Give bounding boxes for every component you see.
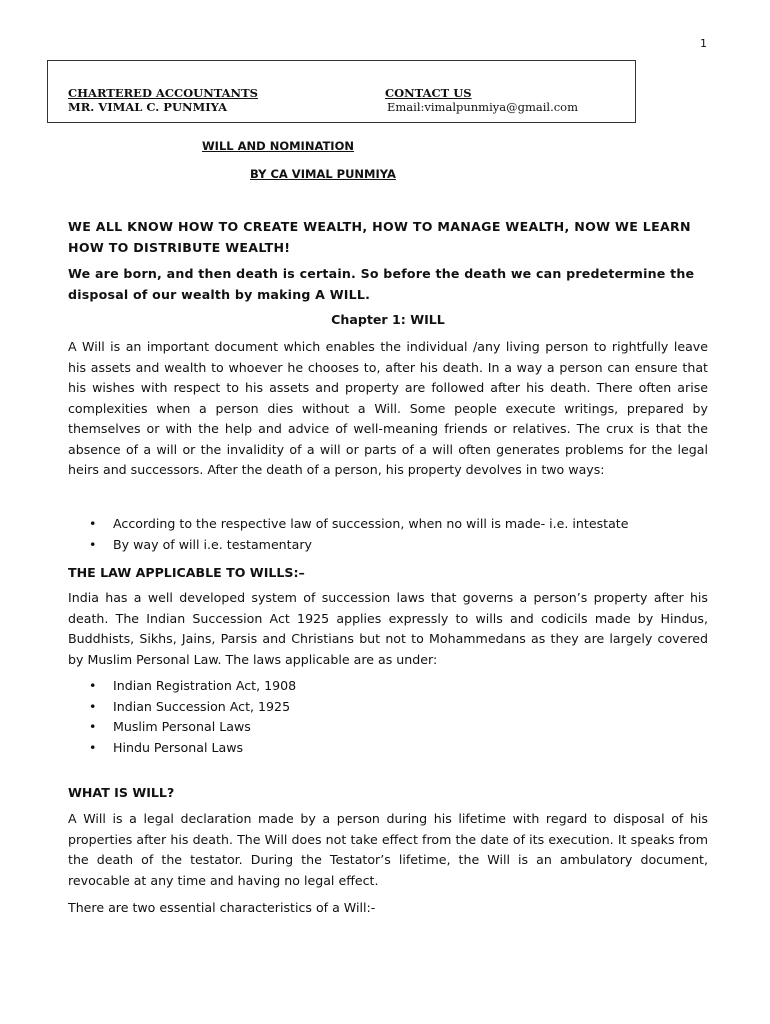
firm-person: MR. VIMAL C. PUNMIYA <box>68 100 227 114</box>
will-heading: WHAT IS WILL? <box>68 785 175 800</box>
header-contact <box>385 86 578 114</box>
bullet-icon: • <box>89 536 97 552</box>
law-heading: THE LAW APPLICABLE TO WILLS:– <box>68 565 305 580</box>
bullet-icon: • <box>89 698 97 714</box>
list-item: • Muslim Personal Laws <box>68 717 708 738</box>
law-paragraph: India has a well developed system of succession laws that governs a person’s property after his death. The Indian Succession Act 1925 applies expressly to wills and codicils made by Hindus, Buddhists, Sikhs, Jains, Parsis and Christians but not to Mohammedans as they are largely covered by Muslim Personal Law. The laws applicable are as under: <box>68 590 708 667</box>
document-author: BY CA VIMAL PUNMIYA <box>250 167 396 181</box>
list-item: • Indian Succession Act, 1925 <box>68 697 708 718</box>
will-paragraph: A Will is a legal declaration made by a person during his lifetime with regard to disposal of his properties after his death. The Will does not take effect from the date of its execution. It speaks from the death of the testator. During the Testator’s lifetime, the Will is an ambulatory document, revocable at any time and having no legal effect. <box>68 811 708 888</box>
firm-name: CHARTERED ACCOUNTANTS <box>68 86 258 100</box>
bullet-icon: • <box>89 719 97 734</box>
chapter-heading: Chapter 1: WILL <box>331 312 445 327</box>
bullet-icon: • <box>89 516 97 531</box>
list-item: • By way of will i.e. testamentary <box>68 535 708 556</box>
contact-email: Email:vimalpunmiya@gmail.com <box>387 100 579 114</box>
bullet-icon: • <box>89 739 97 755</box>
contact-heading: CONTACT US <box>385 86 472 100</box>
page-number: 1 <box>700 37 707 50</box>
succession-ways-list <box>68 514 708 555</box>
header-firm <box>68 86 258 114</box>
applicable-laws-list <box>68 676 708 758</box>
document-title: WILL AND NOMINATION <box>202 139 354 153</box>
list-item: • According to the respective law of succession, when no will is made- i.e. intestate <box>68 514 708 535</box>
chapter-paragraph: A Will is an important document which enables the individual /any living person to rightfully leave his assets and wealth to whoever he chooses to, after his death. In a way a person can ensure that his wishes with respect to his assets and property are followed after his death. There often arise complexities when a person dies without a Will. Some people execute writings, prepared by themselves or with the help and advice of well-meaning friends or relatives. The crux is that the absence of a will or the invalidity of a will or parts of a will often generates problems for the legal heirs and successors. After the death of a person, his property devolves in two ways: <box>68 339 708 477</box>
bullet-icon: • <box>89 678 97 693</box>
list-item: • Indian Registration Act, 1908 <box>68 676 708 697</box>
will-characteristics-intro: There are two essential characteristics of a Will:- <box>68 900 376 915</box>
intro-statement: We are born, and then death is certain. So before the death we can predetermine the disposal of our wealth by making A WILL. <box>68 266 695 302</box>
list-item: • Hindu Personal Laws <box>68 738 708 759</box>
intro-slogan: WE ALL KNOW HOW TO CREATE WEALTH, HOW TO MANAGE WEALTH, NOW WE LEARN HOW TO DISTRIBUTE WEALTH! <box>68 219 691 255</box>
